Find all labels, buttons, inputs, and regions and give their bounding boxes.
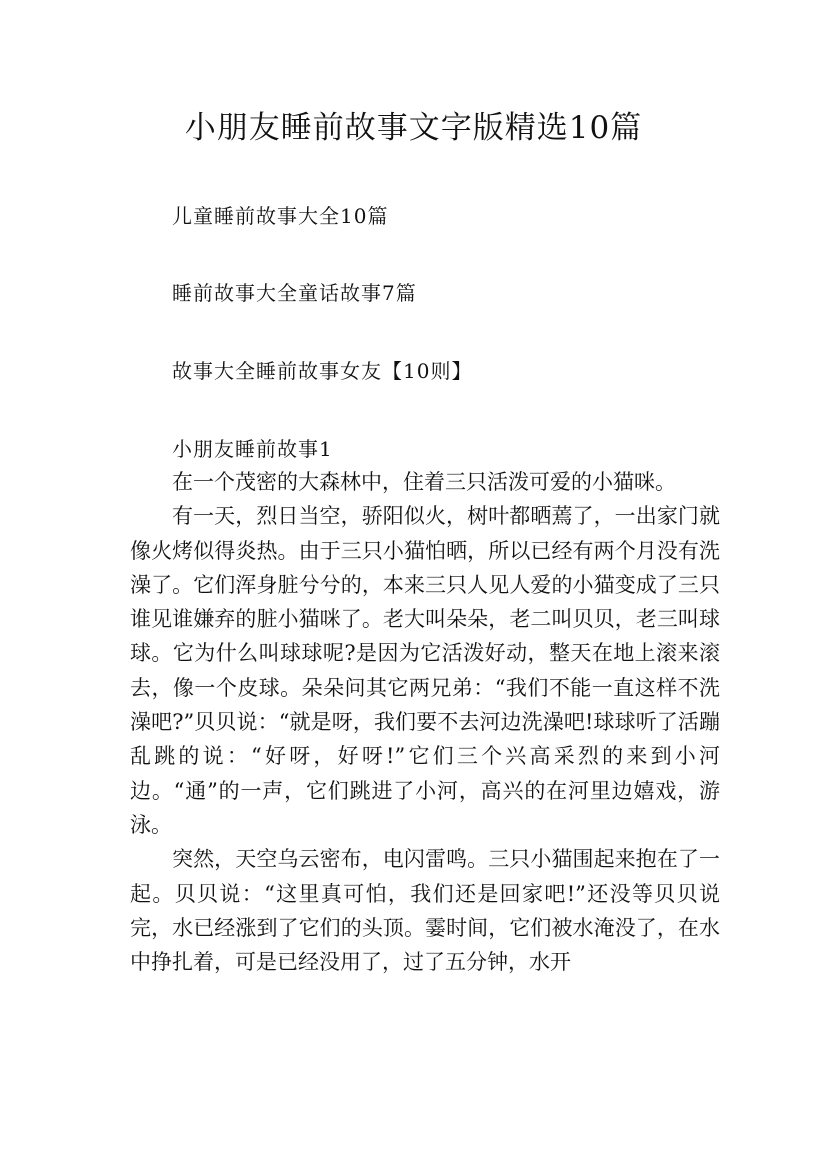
story-paragraph: 在一个茂密的大森林中，住着三只活泼可爱的小猫咪。 [172, 470, 676, 494]
document-title: 小朋友睡前故事文字版精选10篇 [184, 110, 643, 146]
section-heading: 小朋友睡前故事1 [172, 437, 333, 461]
related-article-link[interactable]: 儿童睡前故事大全10篇 [172, 204, 389, 228]
story-paragraph: 有一天，烈日当空，骄阳似火，树叶都晒蔫了，一出家门就像火烤似得炎热。由于三只小猫怕晒，所以已经有两个月没有洗澡了。它们浑身脏兮兮的，本来三只人见人爱的小猫变成了三只谁见谁嫌弃的脏小猫咪了。老大叫朵朵，老二叫贝贝，老三叫球球。它为什么叫球球呢?是因为它活泼好动，整天在地上滚来滚去，像一个皮球。朵朵问其它两兄弟：“我们不能一直这样不洗澡吧?”贝贝说：“就是呀，我们要不去河边洗澡吧!球球听了活蹦乱跳的说：“好呀，好呀!”它们三个兴高采烈的来到小河边。“通”的一声，它们跳进了小河，高兴的在河里边嬉戏，游泳。 [130, 504, 720, 837]
story-body [130, 465, 720, 979]
related-article-link[interactable]: 睡前故事大全童话故事7篇 [172, 281, 417, 305]
related-article-link[interactable]: 故事大全睡前故事女友【10则】 [172, 359, 473, 383]
story-paragraph: 突然，天空乌云密布，电闪雷鸣。三只小猫围起来抱在了一起。贝贝说：“这里真可怕，我们还是回家吧!”还没等贝贝说完，水已经涨到了它们的头顶。霎时间，它们被水淹没了，在水中挣扎着，可是已经没用了，过了五分钟，水开 [130, 847, 720, 975]
